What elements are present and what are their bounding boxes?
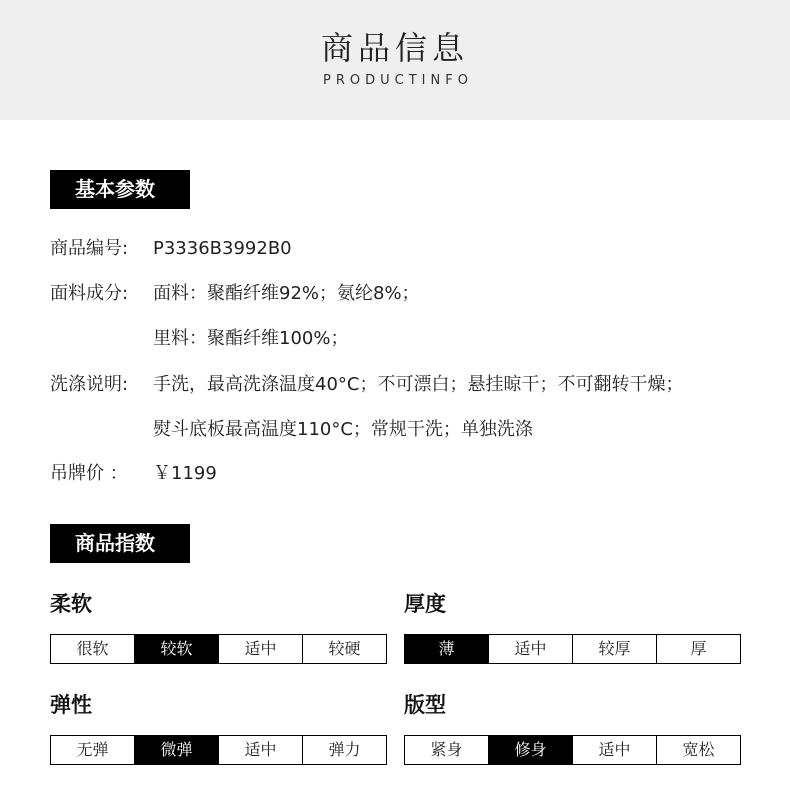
thickness-option: 较厚 xyxy=(573,635,657,663)
softness-option: 较硬 xyxy=(303,635,386,663)
elasticity-scale xyxy=(50,735,387,765)
fit-option: 宽松 xyxy=(657,736,740,764)
thickness-title: 厚度 xyxy=(404,592,446,616)
fabric-line-1: 面料：聚酯纤维92%；氨纶8%； xyxy=(153,283,420,304)
price-row xyxy=(50,462,217,486)
wash-row xyxy=(50,373,684,397)
product-code-label: 商品编号: xyxy=(50,238,129,259)
wash-line-1: 手洗，最高洗涤温度40°C；不可漂白；悬挂晾干；不可翻转干燥； xyxy=(153,374,684,395)
wash-label: 洗涤说明: xyxy=(50,374,129,395)
fit-option: 适中 xyxy=(573,736,657,764)
thickness-option: 厚 xyxy=(657,635,740,663)
softness-title: 柔软 xyxy=(50,592,92,616)
thickness-option: 适中 xyxy=(489,635,573,663)
elasticity-title: 弹性 xyxy=(50,693,92,717)
softness-option: 很软 xyxy=(51,635,135,663)
price-value: ￥1199 xyxy=(153,463,217,484)
section-heading-basic: 基本参数 xyxy=(50,170,190,209)
page-subtitle: PRODUCTINFO xyxy=(323,73,473,88)
elasticity-option: 无弹 xyxy=(51,736,135,764)
thickness-scale xyxy=(404,634,741,664)
product-code-value: P3336B3992B0 xyxy=(153,238,292,259)
elasticity-option: 弹力 xyxy=(303,736,386,764)
section-heading-indices: 商品指数 xyxy=(50,524,190,563)
fit-scale xyxy=(404,735,741,765)
header-banner xyxy=(0,0,790,120)
fit-option: 修身 xyxy=(489,736,573,764)
softness-option: 较软 xyxy=(135,635,219,663)
fabric-row xyxy=(50,282,420,306)
elasticity-option: 适中 xyxy=(219,736,303,764)
price-label: 吊牌价 ： xyxy=(50,463,128,484)
elasticity-option: 微弹 xyxy=(135,736,219,764)
fabric-line-2: 里料：聚酯纤维100%； xyxy=(153,328,349,349)
softness-option: 适中 xyxy=(219,635,303,663)
fit-option: 紧身 xyxy=(405,736,489,764)
product-code-row xyxy=(50,237,292,261)
fabric-label: 面料成分: xyxy=(50,283,129,304)
page-title: 商品信息 xyxy=(320,29,469,67)
softness-scale xyxy=(50,634,387,664)
wash-line-2: 熨斗底板最高温度110°C；常规干洗；单独洗涤 xyxy=(153,419,533,440)
thickness-option: 薄 xyxy=(405,635,489,663)
fit-title: 版型 xyxy=(404,693,446,717)
